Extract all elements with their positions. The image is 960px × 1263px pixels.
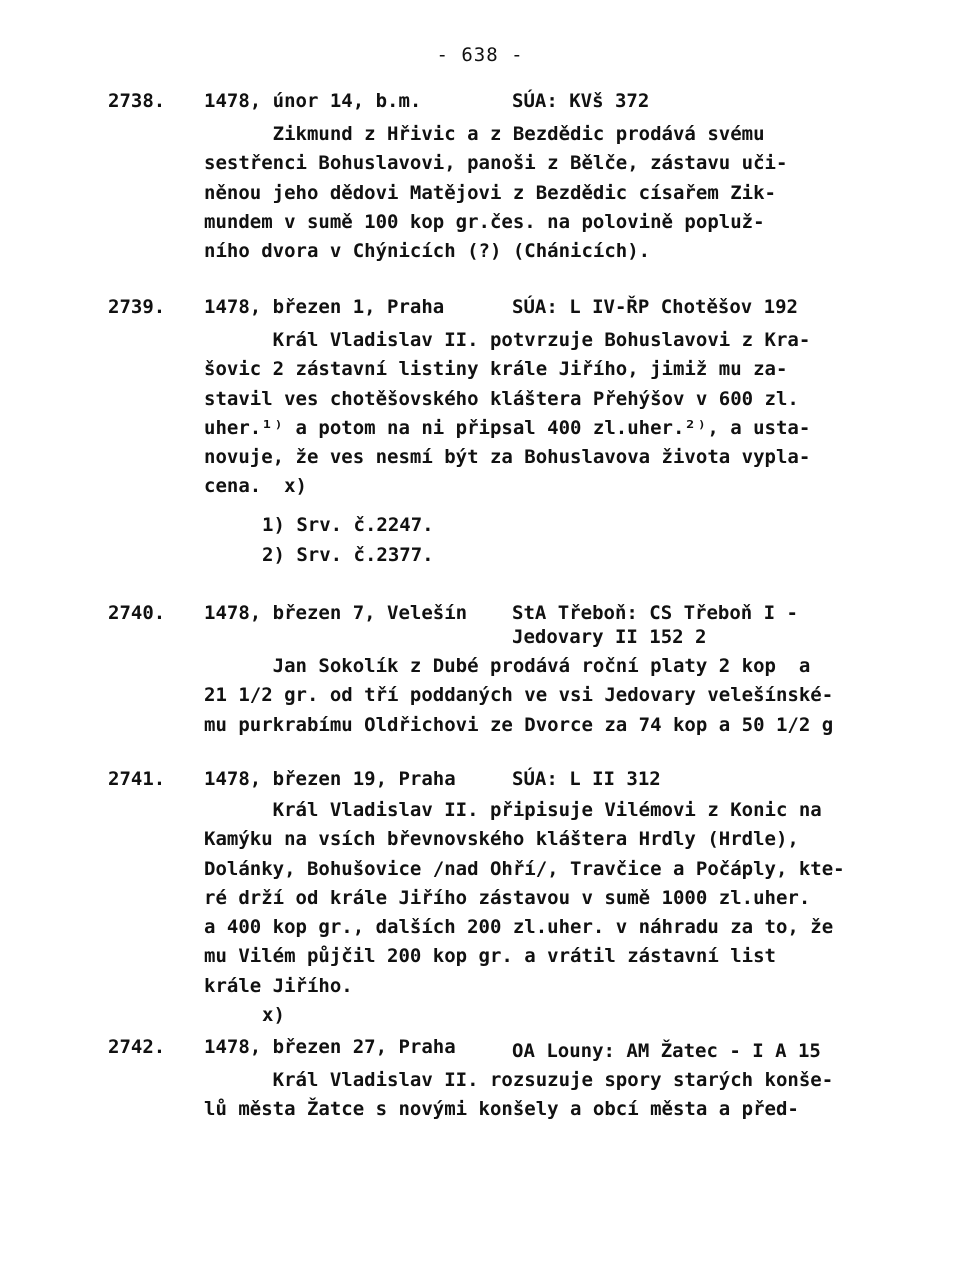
entry-body [204, 652, 844, 740]
entry-number: 2741. [108, 768, 166, 790]
body-line: mu purkrabímu Oldřichovi ze Dvorce za 74 kop a 50 1/2 g [204, 713, 834, 736]
body-line: uher.¹⁾ a potom na ni připsal 400 zl.uher.²⁾, a usta- [204, 416, 811, 439]
entry-number: 2739. [108, 296, 166, 318]
entry-date: 1478, březen 7, Velešín [204, 602, 468, 624]
body-line: Král Vladislav II. potvrzuje Bohuslavovi z Kra- [204, 329, 811, 351]
entry-number: 2742. [108, 1036, 166, 1058]
entry-body [204, 796, 844, 1001]
body-line: lů města Žatce s novými konšely a obcí města a před- [204, 1098, 799, 1121]
entry-source: SÚA: KVš 372 [512, 90, 650, 112]
body-line: něnou jeho dědovi Matějovi z Bezdědic císařem Zik- [204, 181, 776, 204]
body-line: šovic 2 zástavní listiny krále Jiřího, jimiž mu za- [204, 358, 788, 381]
entry-body [204, 120, 844, 266]
entry-2739 [0, 296, 960, 566]
entry-body [204, 326, 844, 502]
body-line: mundem v sumě 100 kop gr.čes. na polovině popluž- [204, 210, 765, 233]
body-line: novuje, že ves nesmí být za Bohuslavova života vypla- [204, 446, 811, 469]
entry-number: 2738. [108, 90, 166, 112]
body-line: 21 1/2 gr. od tří poddaných ve vsi Jedovary velešínské- [204, 684, 834, 707]
body-line: a 400 kop gr., dalších 200 zl.uher. v náhradu za to, že [204, 916, 834, 939]
entry-2742 [0, 1036, 960, 1121]
footnote-1: 1) Srv. č.2247. [262, 514, 434, 536]
entry-2741 [0, 768, 960, 1026]
body-line: sestřenci Bohuslavovi, panoši z Bělče, zástavu uči- [204, 152, 788, 175]
entry-header [0, 602, 960, 632]
entry-date: 1478, březen 1, Praha [204, 296, 445, 318]
body-line: Dolánky, Bohušovice /nad Ohří/, Travčice a Počáply, kte- [204, 857, 845, 880]
body-line: stavil ves chotěšovského kláštera Přehýšov v 600 zl. [204, 387, 799, 410]
body-line: Král Vladislav II. připisuje Vilémovi z Konic na [204, 799, 822, 821]
entry-number: 2740. [108, 602, 166, 624]
body-line: Kamýku na vsích břevnovského kláštera Hrdly (Hrdle), [204, 828, 799, 851]
entry-source-continued: Jedovary II 152 2 [512, 626, 707, 648]
body-line: Jan Sokolík z Dubé prodává roční platy 2 kop a [204, 655, 811, 677]
entry-source: StA Třeboň: CS Třeboň I - [512, 602, 798, 624]
body-line: ního dvora v Chýnicích (?) (Chánicích). [204, 240, 651, 263]
body-line: Zikmund z Hřivic a z Bezdědic prodává svému [204, 123, 765, 145]
page-number: - 638 - [436, 44, 524, 66]
entry-date: 1478, březen 19, Praha [204, 768, 456, 790]
body-line: mu Vilém půjčil 200 kop gr. a vrátil zástavní list [204, 945, 776, 968]
entry-2740 [0, 602, 960, 736]
footnote-2: 2) Srv. č.2377. [262, 544, 434, 566]
entry-header [0, 1036, 960, 1066]
entry-2738 [0, 90, 960, 263]
entry-header [0, 90, 960, 120]
body-line: cena. x) [204, 475, 307, 498]
entry-date: 1478, únor 14, b.m. [204, 90, 422, 112]
entry-source: OA Louny: AM Žatec - I A 15 [512, 1040, 821, 1062]
body-line: krále Jiřího. [204, 974, 353, 997]
entry-source: SÚA: L II 312 [512, 768, 661, 790]
entry-date: 1478, březen 27, Praha [204, 1036, 456, 1058]
entry-header [0, 296, 960, 326]
entry-source: SÚA: L IV-ŘP Chotěšov 192 [512, 296, 798, 318]
entry-body [204, 1066, 844, 1125]
entry-marker: x) [262, 1004, 285, 1026]
body-line: Král Vladislav II. rozsuzuje spory starých konše- [204, 1069, 834, 1091]
body-line: ré drží od krále Jiřího zástavou v sumě 1000 zl.uher. [204, 886, 811, 909]
entry-header [0, 768, 960, 798]
